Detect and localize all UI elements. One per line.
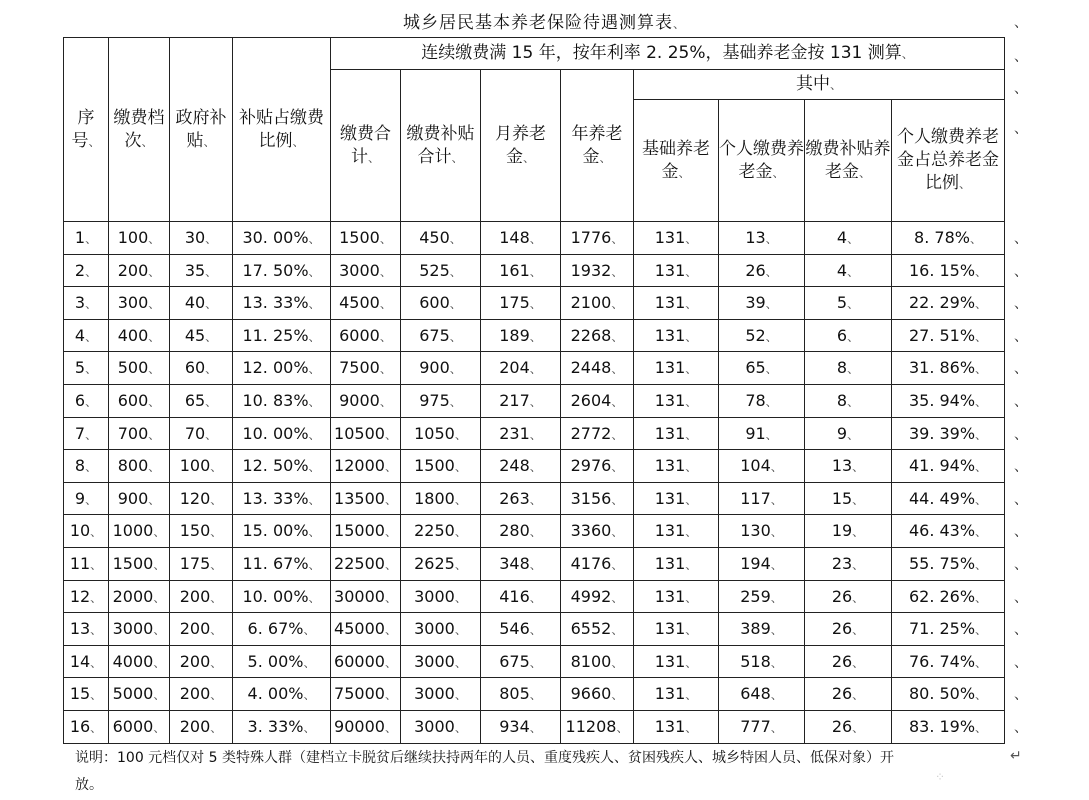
- cell-seq: 5、: [64, 352, 109, 385]
- table-body: [64, 222, 1005, 744]
- cell-personal: 65、: [719, 352, 805, 385]
- cell-ratio: 12. 00%、: [233, 352, 331, 385]
- cell-monthly: 148、: [481, 222, 561, 255]
- cell-ratio: 3. 33%、: [233, 710, 331, 743]
- header-gov-subsidy: 政府补贴、: [170, 38, 233, 222]
- cell-total: 10500、: [331, 417, 401, 450]
- cell-grade: 5000、: [109, 678, 170, 711]
- cell-grade: 100、: [109, 222, 170, 255]
- cell-gov: 120、: [170, 482, 233, 515]
- cell-ratio: 17. 50%、: [233, 254, 331, 287]
- cell-grade: 1000、: [109, 515, 170, 548]
- cell-gov: 30、: [170, 222, 233, 255]
- cell-gov: 35、: [170, 254, 233, 287]
- cell-subsidy: 26、: [805, 710, 892, 743]
- cell-pct: 83. 19%、: [892, 710, 1005, 743]
- cell-sub-total: 3000、: [401, 678, 481, 711]
- cell-yearly: 11208、: [561, 710, 634, 743]
- cell-yearly: 1776、: [561, 222, 634, 255]
- cell-pct: 31. 86%、: [892, 352, 1005, 385]
- table-row: [64, 319, 1005, 352]
- cell-personal: 52、: [719, 319, 805, 352]
- cell-ratio: 12. 50%、: [233, 450, 331, 483]
- cell-subsidy: 8、: [805, 352, 892, 385]
- cell-basic: 131、: [634, 319, 719, 352]
- cell-basic: 131、: [634, 417, 719, 450]
- cell-total: 3000、: [331, 254, 401, 287]
- cell-subsidy: 26、: [805, 580, 892, 613]
- cell-subsidy: 26、: [805, 613, 892, 646]
- paragraph-mark: 、: [1014, 296, 1028, 313]
- cell-yearly: 2976、: [561, 450, 634, 483]
- cell-pct: 71. 25%、: [892, 613, 1005, 646]
- cell-basic: 131、: [634, 482, 719, 515]
- paragraph-mark: 、: [1014, 557, 1028, 573]
- cell-yearly: 2772、: [561, 417, 634, 450]
- cell-basic: 131、: [634, 254, 719, 287]
- cell-monthly: 189、: [481, 319, 561, 352]
- header-scenario: 连续缴费满 15 年，按年利率 2. 25%，基础养老金按 131 测算、: [331, 38, 1005, 70]
- cell-sub-total: 3000、: [401, 710, 481, 743]
- watermark: ⁘: [935, 770, 946, 784]
- paragraph-mark: 、: [1014, 720, 1028, 736]
- cell-sub-total: 1500、: [401, 450, 481, 483]
- cell-subsidy: 9、: [805, 417, 892, 450]
- cell-subsidy: 4、: [805, 222, 892, 255]
- cell-pct: 22. 29%、: [892, 287, 1005, 320]
- cell-sub-total: 1050、: [401, 417, 481, 450]
- cell-personal: 389、: [719, 613, 805, 646]
- cell-subsidy: 23、: [805, 547, 892, 580]
- cell-ratio: 5. 00%、: [233, 645, 331, 678]
- table-row: [64, 515, 1005, 548]
- cell-ratio: 13. 33%、: [233, 482, 331, 515]
- cell-sub-total: 3000、: [401, 645, 481, 678]
- cell-sub-total: 3000、: [401, 580, 481, 613]
- cell-yearly: 6552、: [561, 613, 634, 646]
- paragraph-mark: 、: [1014, 426, 1028, 443]
- cell-gov: 100、: [170, 450, 233, 483]
- cell-monthly: 231、: [481, 417, 561, 450]
- cell-ratio: 10. 00%、: [233, 417, 331, 450]
- cell-basic: 131、: [634, 547, 719, 580]
- cell-subsidy: 4、: [805, 254, 892, 287]
- table-row: [64, 417, 1005, 450]
- cell-yearly: 2448、: [561, 352, 634, 385]
- cell-sub-total: 1800、: [401, 482, 481, 515]
- cell-subsidy: 8、: [805, 384, 892, 417]
- cell-personal: 39、: [719, 287, 805, 320]
- cell-basic: 131、: [634, 384, 719, 417]
- cell-ratio: 13. 33%、: [233, 287, 331, 320]
- cell-subsidy: 6、: [805, 319, 892, 352]
- cell-total: 75000、: [331, 678, 401, 711]
- cell-monthly: 263、: [481, 482, 561, 515]
- cell-grade: 900、: [109, 482, 170, 515]
- paragraph-mark: 、: [1014, 687, 1028, 704]
- header-monthly-pension: 月养老金、: [481, 70, 561, 222]
- cell-subsidy: 19、: [805, 515, 892, 548]
- cell-monthly: 934、: [481, 710, 561, 743]
- cell-personal: 777、: [719, 710, 805, 743]
- cell-yearly: 8100、: [561, 645, 634, 678]
- cell-seq: 1、: [64, 222, 109, 255]
- cell-basic: 131、: [634, 222, 719, 255]
- cell-yearly: 2268、: [561, 319, 634, 352]
- cell-basic: 131、: [634, 287, 719, 320]
- cell-total: 12000、: [331, 450, 401, 483]
- cell-monthly: 248、: [481, 450, 561, 483]
- return-mark: ↵: [1010, 748, 1022, 764]
- cell-seq: 4、: [64, 319, 109, 352]
- cell-grade: 400、: [109, 319, 170, 352]
- cell-basic: 131、: [634, 515, 719, 548]
- cell-monthly: 280、: [481, 515, 561, 548]
- paragraph-mark: 、: [1014, 459, 1028, 476]
- paragraph-mark: 、: [1014, 15, 1028, 31]
- cell-yearly: 4992、: [561, 580, 634, 613]
- cell-pct: 27. 51%、: [892, 319, 1005, 352]
- table-row: [64, 613, 1005, 646]
- cell-pct: 16. 15%、: [892, 254, 1005, 287]
- cell-personal: 259、: [719, 580, 805, 613]
- cell-gov: 65、: [170, 384, 233, 417]
- cell-monthly: 175、: [481, 287, 561, 320]
- cell-monthly: 416、: [481, 580, 561, 613]
- table-row: [64, 254, 1005, 287]
- cell-subsidy: 15、: [805, 482, 892, 515]
- cell-gov: 200、: [170, 645, 233, 678]
- cell-ratio: 30. 00%、: [233, 222, 331, 255]
- cell-basic: 131、: [634, 645, 719, 678]
- table-row: [64, 710, 1005, 743]
- cell-sub-total: 975、: [401, 384, 481, 417]
- paragraph-mark: 、: [1014, 328, 1028, 345]
- cell-total: 30000、: [331, 580, 401, 613]
- cell-pct: 46. 43%、: [892, 515, 1005, 548]
- cell-sub-total: 2250、: [401, 515, 481, 548]
- cell-total: 15000、: [331, 515, 401, 548]
- cell-grade: 800、: [109, 450, 170, 483]
- cell-yearly: 9660、: [561, 678, 634, 711]
- cell-pct: 80. 50%、: [892, 678, 1005, 711]
- page-title: 城乡居民基本养老保险待遇测算表、: [402, 13, 686, 33]
- cell-seq: 14、: [64, 645, 109, 678]
- table-row: [64, 482, 1005, 515]
- cell-gov: 60、: [170, 352, 233, 385]
- table-row: [64, 352, 1005, 385]
- cell-yearly: 2100、: [561, 287, 634, 320]
- cell-pct: 76. 74%、: [892, 645, 1005, 678]
- cell-basic: 131、: [634, 710, 719, 743]
- cell-sub-total: 675、: [401, 319, 481, 352]
- cell-gov: 70、: [170, 417, 233, 450]
- footnote: 说明：100 元档仅对 5 类特殊人群（建档立卡脱贫后继续扶持两年的人员、重度残疾人、贫困残疾人、城乡特困人员、低保对象）开放。: [75, 750, 894, 793]
- cell-total: 7500、: [331, 352, 401, 385]
- cell-subsidy: 5、: [805, 287, 892, 320]
- header-personal-ratio: 个人缴费养老金占总养老金比例、: [892, 100, 1005, 222]
- cell-grade: 600、: [109, 384, 170, 417]
- cell-subsidy: 26、: [805, 645, 892, 678]
- cell-monthly: 161、: [481, 254, 561, 287]
- cell-total: 9000、: [331, 384, 401, 417]
- cell-grade: 3000、: [109, 613, 170, 646]
- cell-grade: 500、: [109, 352, 170, 385]
- cell-pct: 39. 39%、: [892, 417, 1005, 450]
- header-basic-pension: 基础养老金、: [634, 100, 719, 222]
- paragraph-mark: 、: [1014, 231, 1028, 247]
- paragraph-mark: 、: [1014, 589, 1028, 606]
- cell-monthly: 675、: [481, 645, 561, 678]
- cell-ratio: 11. 67%、: [233, 547, 331, 580]
- cell-monthly: 348、: [481, 547, 561, 580]
- cell-sub-total: 900、: [401, 352, 481, 385]
- cell-monthly: 217、: [481, 384, 561, 417]
- cell-personal: 117、: [719, 482, 805, 515]
- header-seq: 序号、: [64, 38, 109, 222]
- header-total-pay: 缴费合计、: [331, 70, 401, 222]
- table-row: [64, 222, 1005, 255]
- cell-yearly: 3360、: [561, 515, 634, 548]
- cell-grade: 2000、: [109, 580, 170, 613]
- cell-personal: 518、: [719, 645, 805, 678]
- table-row: [64, 645, 1005, 678]
- table-row: [64, 678, 1005, 711]
- cell-subsidy: 26、: [805, 678, 892, 711]
- cell-pct: 44. 49%、: [892, 482, 1005, 515]
- cell-gov: 150、: [170, 515, 233, 548]
- cell-seq: 16、: [64, 710, 109, 743]
- paragraph-mark: 、: [1014, 394, 1028, 410]
- cell-grade: 4000、: [109, 645, 170, 678]
- cell-seq: 12、: [64, 580, 109, 613]
- cell-yearly: 1932、: [561, 254, 634, 287]
- cell-gov: 200、: [170, 678, 233, 711]
- paragraph-mark: 、: [1014, 121, 1028, 137]
- cell-pct: 62. 26%、: [892, 580, 1005, 613]
- cell-sub-total: 2625、: [401, 547, 481, 580]
- cell-grade: 200、: [109, 254, 170, 287]
- cell-personal: 13、: [719, 222, 805, 255]
- cell-seq: 2、: [64, 254, 109, 287]
- cell-basic: 131、: [634, 678, 719, 711]
- cell-total: 45000、: [331, 613, 401, 646]
- header-subsidy-ratio: 补贴占缴费比例、: [233, 38, 331, 222]
- cell-ratio: 11. 25%、: [233, 319, 331, 352]
- header-total-subsidy: 缴费补贴合计、: [401, 70, 481, 222]
- cell-grade: 700、: [109, 417, 170, 450]
- paragraph-mark: 、: [1014, 491, 1028, 508]
- cell-personal: 194、: [719, 547, 805, 580]
- cell-personal: 104、: [719, 450, 805, 483]
- cell-grade: 6000、: [109, 710, 170, 743]
- paragraph-mark: 、: [1014, 654, 1028, 671]
- cell-basic: 131、: [634, 580, 719, 613]
- cell-sub-total: 450、: [401, 222, 481, 255]
- cell-sub-total: 3000、: [401, 613, 481, 646]
- cell-total: 60000、: [331, 645, 401, 678]
- cell-yearly: 2604、: [561, 384, 634, 417]
- header-subsidy-pension: 缴费补贴养老金、: [805, 100, 892, 222]
- cell-total: 6000、: [331, 319, 401, 352]
- table-row: [64, 580, 1005, 613]
- cell-total: 1500、: [331, 222, 401, 255]
- table-row: [64, 384, 1005, 417]
- cell-seq: 10、: [64, 515, 109, 548]
- cell-seq: 8、: [64, 450, 109, 483]
- cell-basic: 131、: [634, 613, 719, 646]
- header-yearly-pension: 年养老金、: [561, 70, 634, 222]
- cell-seq: 3、: [64, 287, 109, 320]
- cell-ratio: 10. 00%、: [233, 580, 331, 613]
- cell-grade: 300、: [109, 287, 170, 320]
- paragraph-mark: 、: [1014, 81, 1028, 97]
- cell-total: 4500、: [331, 287, 401, 320]
- cell-gov: 200、: [170, 580, 233, 613]
- paragraph-mark: 、: [1014, 622, 1028, 639]
- cell-seq: 11、: [64, 547, 109, 580]
- cell-ratio: 10. 83%、: [233, 384, 331, 417]
- table-row: [64, 450, 1005, 483]
- cell-pct: 35. 94%、: [892, 384, 1005, 417]
- cell-seq: 13、: [64, 613, 109, 646]
- cell-gov: 45、: [170, 319, 233, 352]
- cell-gov: 200、: [170, 710, 233, 743]
- cell-pct: 55. 75%、: [892, 547, 1005, 580]
- cell-ratio: 4. 00%、: [233, 678, 331, 711]
- paragraph-mark: 、: [1014, 361, 1028, 378]
- cell-sub-total: 525、: [401, 254, 481, 287]
- cell-personal: 648、: [719, 678, 805, 711]
- paragraph-mark: 、: [1014, 524, 1028, 541]
- cell-gov: 40、: [170, 287, 233, 320]
- cell-sub-total: 600、: [401, 287, 481, 320]
- cell-monthly: 204、: [481, 352, 561, 385]
- cell-grade: 1500、: [109, 547, 170, 580]
- header-grade: 缴费档次、: [109, 38, 170, 222]
- cell-gov: 175、: [170, 547, 233, 580]
- cell-pct: 41. 94%、: [892, 450, 1005, 483]
- cell-ratio: 6. 67%、: [233, 613, 331, 646]
- cell-total: 13500、: [331, 482, 401, 515]
- paragraph-mark: 、: [1014, 263, 1028, 280]
- pension-table: [63, 37, 1005, 744]
- table-row: [64, 287, 1005, 320]
- cell-seq: 6、: [64, 384, 109, 417]
- cell-gov: 200、: [170, 613, 233, 646]
- cell-monthly: 805、: [481, 678, 561, 711]
- table-row: [64, 547, 1005, 580]
- paragraph-mark: 、: [1014, 49, 1028, 65]
- cell-seq: 9、: [64, 482, 109, 515]
- cell-personal: 26、: [719, 254, 805, 287]
- cell-total: 90000、: [331, 710, 401, 743]
- cell-yearly: 3156、: [561, 482, 634, 515]
- cell-personal: 91、: [719, 417, 805, 450]
- cell-pct: 8. 78%、: [892, 222, 1005, 255]
- cell-basic: 131、: [634, 450, 719, 483]
- cell-total: 22500、: [331, 547, 401, 580]
- cell-monthly: 546、: [481, 613, 561, 646]
- cell-seq: 15、: [64, 678, 109, 711]
- cell-yearly: 4176、: [561, 547, 634, 580]
- cell-ratio: 15. 00%、: [233, 515, 331, 548]
- header-personal-pension: 个人缴费养老金、: [719, 100, 805, 222]
- cell-basic: 131、: [634, 352, 719, 385]
- cell-personal: 130、: [719, 515, 805, 548]
- cell-seq: 7、: [64, 417, 109, 450]
- cell-subsidy: 13、: [805, 450, 892, 483]
- header-of-which: 其中、: [634, 70, 1005, 100]
- cell-personal: 78、: [719, 384, 805, 417]
